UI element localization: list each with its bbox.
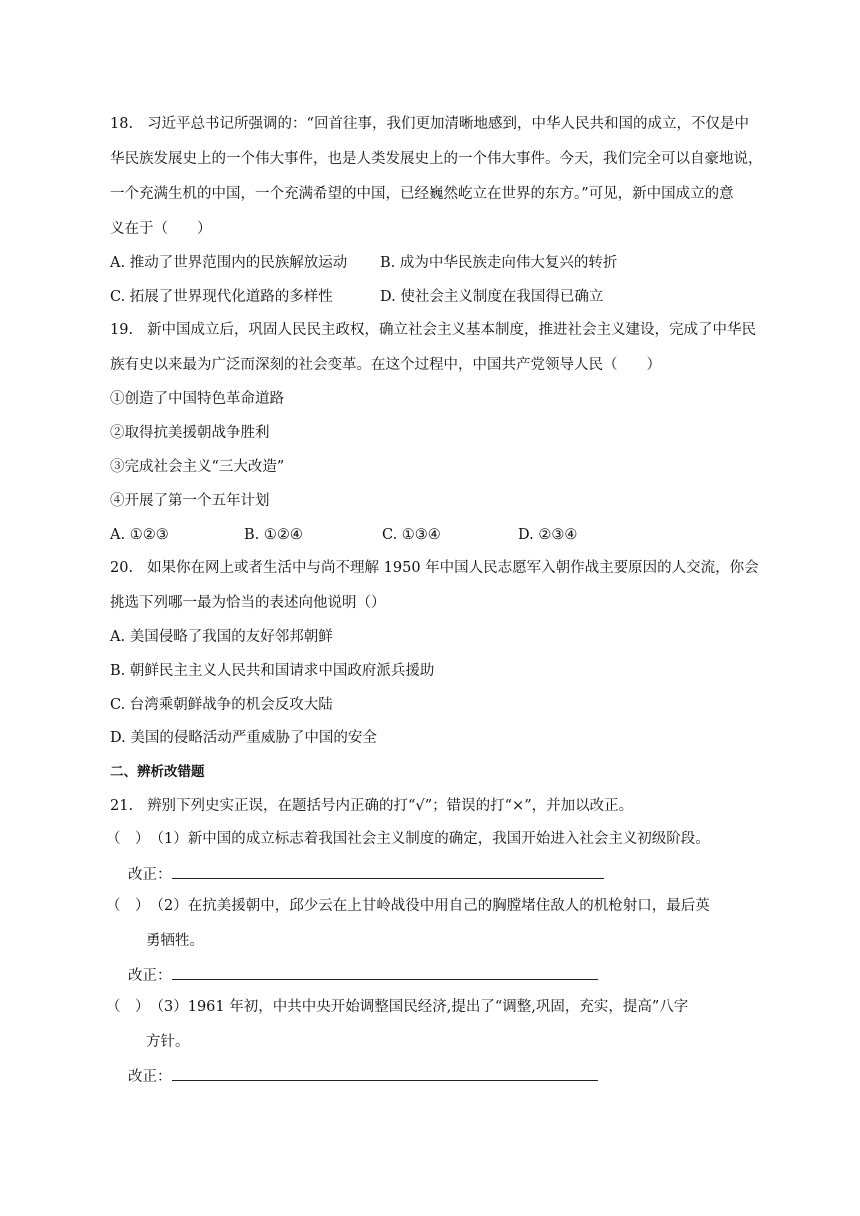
- q20-option-d: D. 美国的侵略活动严重威胁了中国的安全: [110, 730, 377, 746]
- q21-statement-1: （ ）（1）新中国的成立标志着我国社会主义制度的确定，我国开始进入社会主义初级阶段。: [106, 831, 710, 847]
- correction-label-2: 改正：: [128, 968, 172, 984]
- correction-label-1: 改正：: [128, 867, 172, 883]
- q19-option-a: A. ①②③: [110, 527, 169, 543]
- q21-instruction: 21. 辨别下列史实正误，在题括号内正确的打“√”；错误的打“×”，并加以改正。: [110, 798, 634, 814]
- q19-item1: ①创造了中国特色革命道路: [110, 391, 284, 407]
- correction-blank-3[interactable]: [172, 1065, 598, 1081]
- correction-blank-1[interactable]: [172, 863, 604, 879]
- section-title: 二、辨析改错题: [110, 764, 205, 780]
- answer-bracket-2[interactable]: （ ）: [106, 898, 150, 914]
- q20-option-b: B. 朝鲜民主主义人民共和国请求中国政府派兵援助: [110, 663, 435, 679]
- q18-line3: 一个充满生机的中国，一个充满希望的中国，已经巍然屹立在世界的东方。”可见，新中国成立的意: [110, 186, 734, 202]
- answer-bracket-3[interactable]: （ ）: [106, 999, 150, 1015]
- q18-option-c: C. 拓展了世界现代化道路的多样性: [110, 289, 333, 305]
- q18-option-a: A. 推动了世界范围内的民族解放运动: [110, 255, 348, 271]
- q21-statement-3-cont: 方针。: [146, 1034, 190, 1050]
- q20-number: 20.: [110, 560, 134, 576]
- q19-item3: ③完成社会主义“三大改造”: [110, 459, 285, 475]
- q21-statement-2: （ ）（2）在抗美援朝中，邱少云在上甘岭战役中用自己的胸膛堵住敌人的机枪射口，最后英: [106, 898, 710, 914]
- answer-bracket-1[interactable]: （ ）: [106, 831, 150, 847]
- q20-option-a: A. 美国侵略了我国的友好邻邦朝鲜: [110, 629, 333, 645]
- q18-line1: 18. 习近平总书记所强调的：“回首往事，我们更加清晰地感到，中华人民共和国的成立，不仅是中: [110, 116, 749, 132]
- q20-option-c: C. 台湾乘朝鲜战争的机会反攻大陆: [110, 697, 333, 713]
- correction-row-3: [128, 1065, 598, 1087]
- q18-number: 18.: [110, 116, 134, 132]
- correction-label-3: 改正：: [128, 1069, 172, 1085]
- q19-item4: ④开展了第一个五年计划: [110, 493, 270, 509]
- q18-option-b: B. 成为中华民族走向伟大复兴的转折: [380, 255, 618, 271]
- q19-option-b: B. ①②④: [244, 527, 303, 543]
- q21-number: 21.: [110, 798, 134, 814]
- q19-line1: 19. 新中国成立后，巩固人民民主政权，确立社会主义基本制度，推进社会主义建设，完成了中华民: [110, 322, 757, 338]
- q19-option-c: C. ①③④: [382, 527, 441, 543]
- q19-option-d: D. ②③④: [518, 527, 578, 543]
- q19-number: 19.: [110, 322, 134, 338]
- q18-option-d: D. 使社会主义制度在我国得已确立: [380, 289, 604, 305]
- q19-item2: ②取得抗美援朝战争胜利: [110, 425, 270, 441]
- correction-row-1: [128, 863, 604, 885]
- q21-statement-3: （ ）（3）1961 年初，中共中央开始调整国民经济,提出了“调整,巩固，充实，提高”八字: [106, 999, 689, 1015]
- q20-line1: 20. 如果你在网上或者生活中与尚不理解 1950 年中国人民志愿军入朝作战主要原因的人交流，你会: [110, 560, 759, 576]
- q18-line4: 义在于（ ）: [110, 221, 212, 237]
- correction-blank-2[interactable]: [172, 964, 598, 980]
- q18-options-row1: [110, 253, 617, 273]
- q19-options: [110, 525, 577, 545]
- correction-row-2: [128, 964, 598, 986]
- q18-line2: 华民族发展史上的一个伟大事件，也是人类发展史上的一个伟大事件。今天，我们完全可以自豪地说，: [110, 151, 763, 167]
- q20-line2: 挑选下列哪一最为恰当的表述向他说明（）: [110, 595, 386, 611]
- q21-statement-2-cont: 勇牺牲。: [146, 933, 204, 949]
- q19-line2: 族有史以来最为广泛而深刻的社会变革。在这个过程中，中国共产党领导人民（ ）: [110, 357, 661, 373]
- q18-options-row2: [110, 287, 603, 307]
